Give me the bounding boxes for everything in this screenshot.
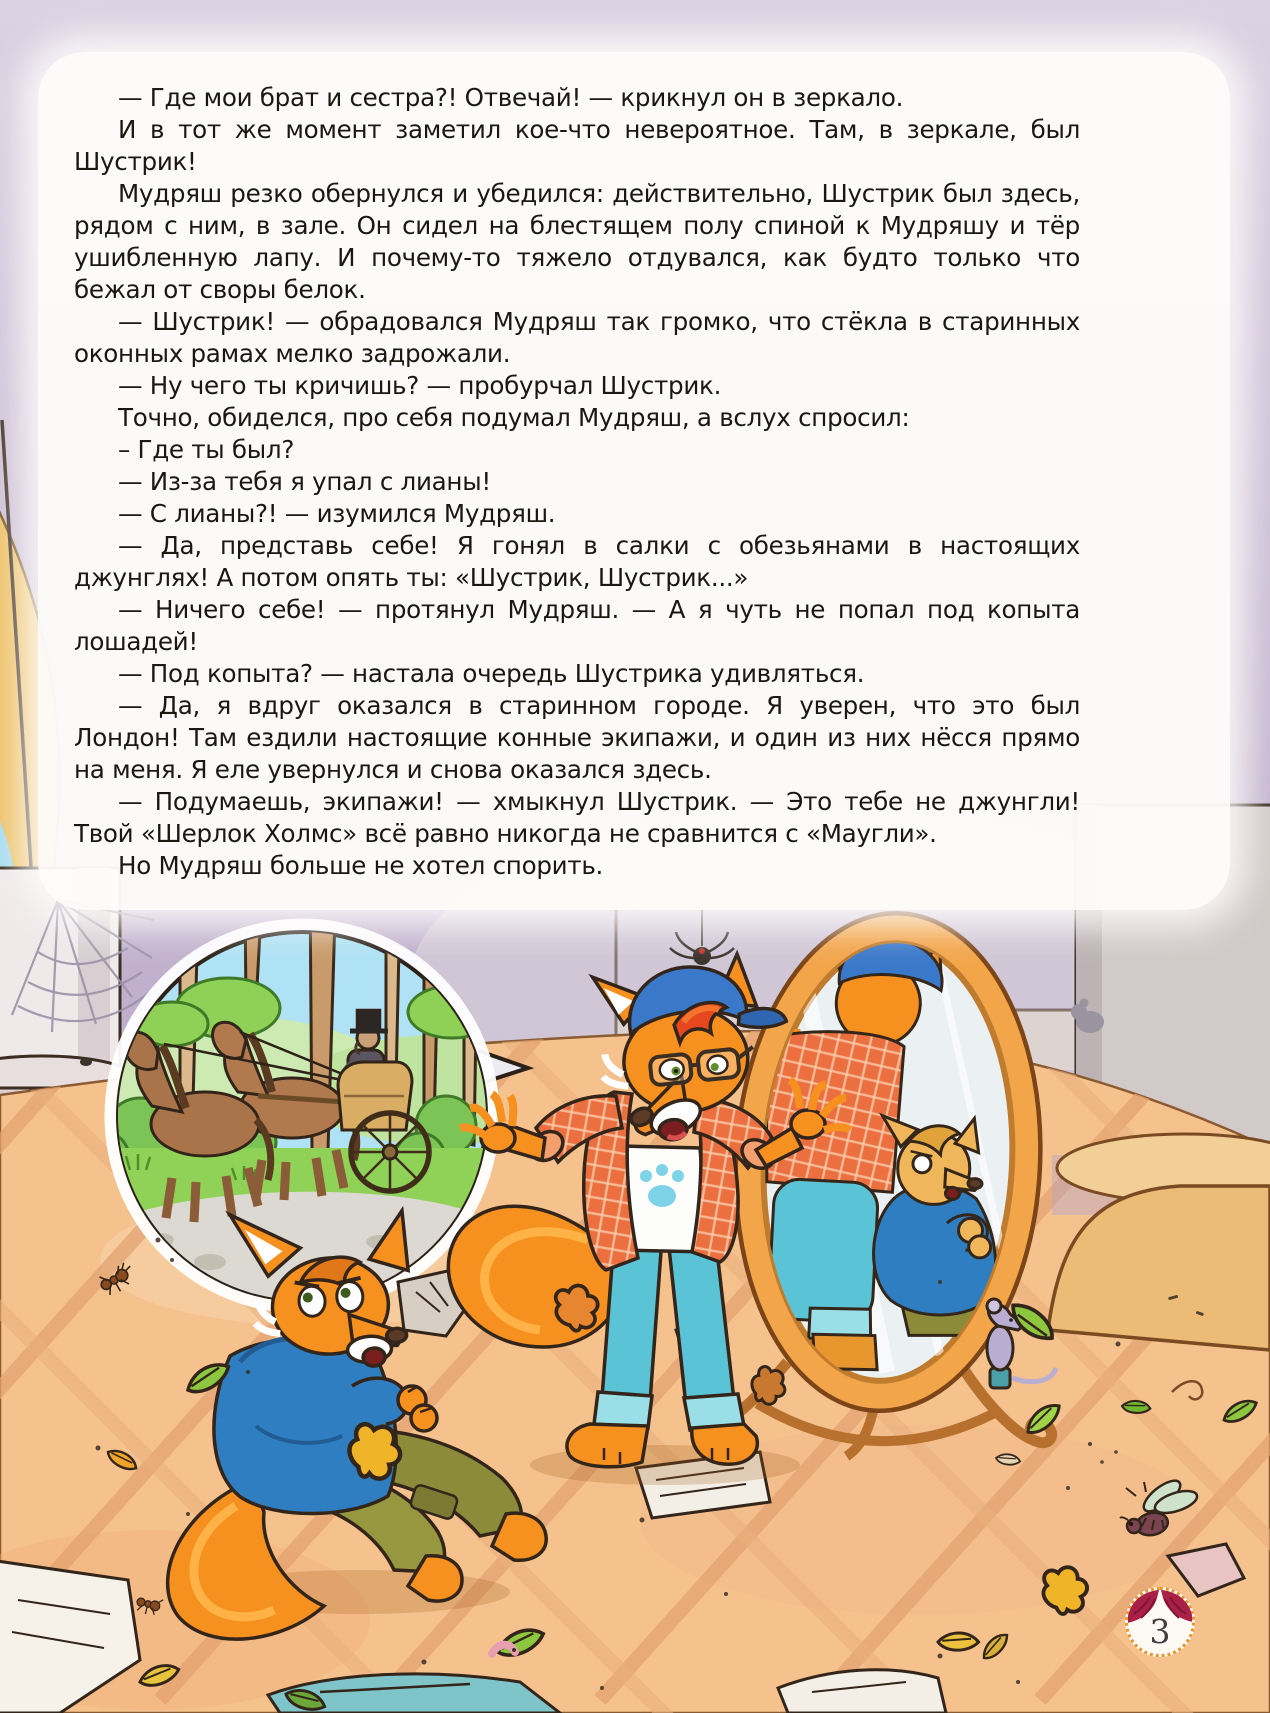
story-paragraph: Мудряш резко обернулся и убедился: действительно, Шустрик был здесь, рядом с ним, в зале. Он сидел на блестящем полу спиной к Мудряшу и тёр ушибленную лапу. И почему-то тяжело отдувался, как будто только что бежал от своры белок. — [74, 179, 1080, 304]
page-number-badge — [1125, 1587, 1195, 1657]
story-paragraph: — Да, представь себе! Я гонял в салки с обезьянами в настоящих джунглях! А потом опять ты: «Шустрик, Шустрик...» — [74, 531, 1080, 592]
story-paragraph: — С лианы?! — изумился Мудряш. — [118, 499, 556, 528]
bug-on-wall-icon — [80, 1058, 92, 1066]
right-column-base — [1048, 1134, 1270, 1350]
story-text-panel — [38, 52, 1230, 910]
story-paragraph: — Шустрик! — обрадовался Мудряш так громко, что стёкла в старинных оконных рамах мелко задрожали. — [74, 307, 1080, 368]
story-paragraph: — Ничего себе! — протянул Мудряш. — А я чуть не попал под копыта лошадей! — [74, 595, 1080, 656]
story-paragraph: — Да, я вдруг оказался в старинном городе. Я уверен, что это был Лондон! Там ездили настоящие конные экипажи, и один из них нёсся прямо на меня. Я еле увернулся и снова оказался здесь. — [74, 691, 1080, 784]
story-paragraph: — Под копыта? — настала очередь Шустрика удивляться. — [118, 659, 865, 688]
story-paragraph: И в тот же момент заметил кое-что невероятное. Там, в зеркале, был Шустрик! — [74, 115, 1080, 176]
story-paragraph: — Из-за тебя я упал с лианы! — [118, 467, 491, 496]
story-paragraph: Но Мудряш больше не хотел спорить. — [118, 851, 604, 880]
story-paragraph: — Подумаешь, экипажи! — хмыкнул Шустрик. — Это тебе не джунгли! Твой «Шерлок Холмс» всё равно никогда не сравнится с «Маугли». — [74, 787, 1080, 848]
story-paragraph: — Где мои брат и сестра?! Отвечай! — крикнул он в зеркало. — [118, 83, 904, 112]
page-number: 3 — [1149, 1612, 1171, 1651]
story-paragraph: Точно, обиделся, про себя подумал Мудряш, а вслух спросил: — [118, 403, 910, 432]
story-paragraph: – Где ты был? — [118, 435, 295, 464]
story-paragraph: — Ну чего ты кричишь? — пробурчал Шустрик. — [118, 371, 722, 400]
